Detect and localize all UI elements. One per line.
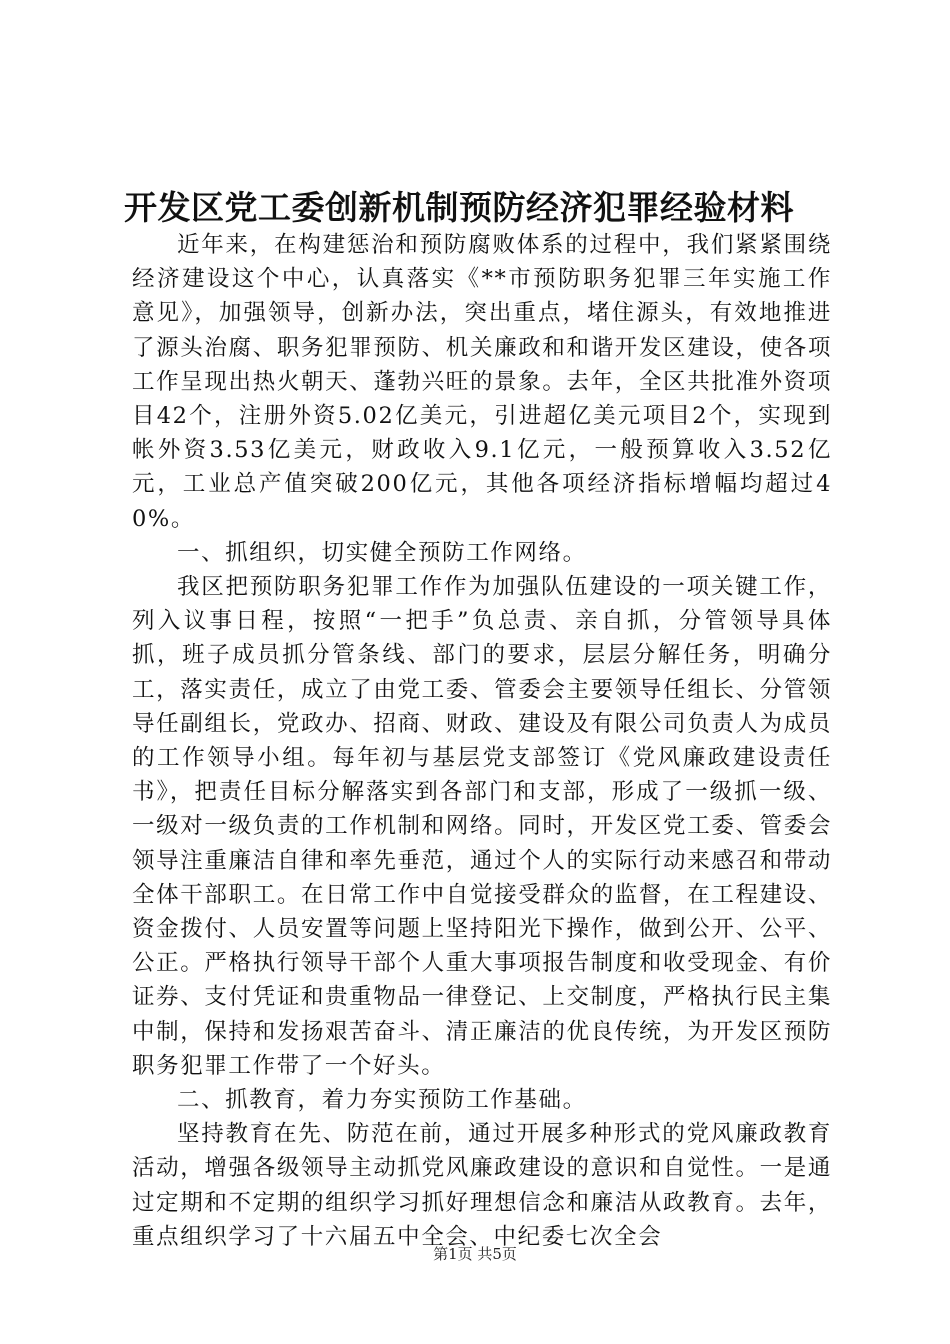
document-title: 开发区党工委创新机制预防经济犯罪经验材料 <box>124 188 794 227</box>
education-paragraph: 坚持教育在先、防范在前，通过开展多种形式的党风廉政教育活动，增强各级领导主动抓党风廉政建设的意识和自觉性。一是通过定期和不定期的组织学习抓好理想信念和廉洁从政教育。去年，重点组织学习了十六届五中全会、中纪委七次全会 <box>132 1121 832 1250</box>
page-number-footer: 第1页 共5页 <box>433 1245 517 1263</box>
document-body <box>132 228 832 1254</box>
section-heading-education: 二、抓教育，着力夯实预防工作基础。 <box>177 1087 587 1114</box>
section-heading-organization: 一、抓组织，切实健全预防工作网络。 <box>177 539 587 566</box>
intro-paragraph: 近年来，在构建惩治和预防腐败体系的过程中，我们紧紧围绕经济建设这个中心，认真落实《**市预防职务犯罪三年实施工作意见》，加强领导，创新办法，突出重点，堵住源头，有效地推进了源头治腐、职务犯罪预防、机关廉政和和谐开发区建设，使各项工作呈现出热火朝天、蓬勃兴旺的景象。去年，全区共批准外资项目42个，注册外资5.02亿美元，引进超亿美元项目2个，实现到帐外资3.53亿美元，财政收入9.1亿元，一般预算收入3.52亿元，工业总产值突破200亿元，其他各项经济指标增幅均超过40%。 <box>132 232 832 532</box>
organization-paragraph: 我区把预防职务犯罪工作作为加强队伍建设的一项关键工作，列入议事日程，按照“一把手”负总责、亲自抓，分管领导具体抓，班子成员抓分管条线、部门的要求，层层分解任务，明确分工，落实责任，成立了由党工委、管委会主要领导任组长、分管领导任副组长，党政办、招商、财政、建设及有限公司负责人为成员的工作领导小组。每年初与基层党支部签订《党风廉政建设责任书》，把责任目标分解落实到各部门和支部，形成了一级抓一级、一级对一级负责的工作机制和网络。同时，开发区党工委、管委会领导注重廉洁自律和率先垂范，通过个人的实际行动来感召和带动全体干部职工。在日常工作中自觉接受群众的监督，在工程建设、资金拨付、人员安置等问题上坚持阳光下操作，做到公开、公平、公正。严格执行领导干部个人重大事项报告制度和收受现金、有价证券、支付凭证和贵重物品一律登记、上交制度，严格执行民主集中制，保持和发扬艰苦奋斗、清正廉洁的优良传统，为开发区预防职务犯罪工作带了一个好头。 <box>132 574 832 1079</box>
